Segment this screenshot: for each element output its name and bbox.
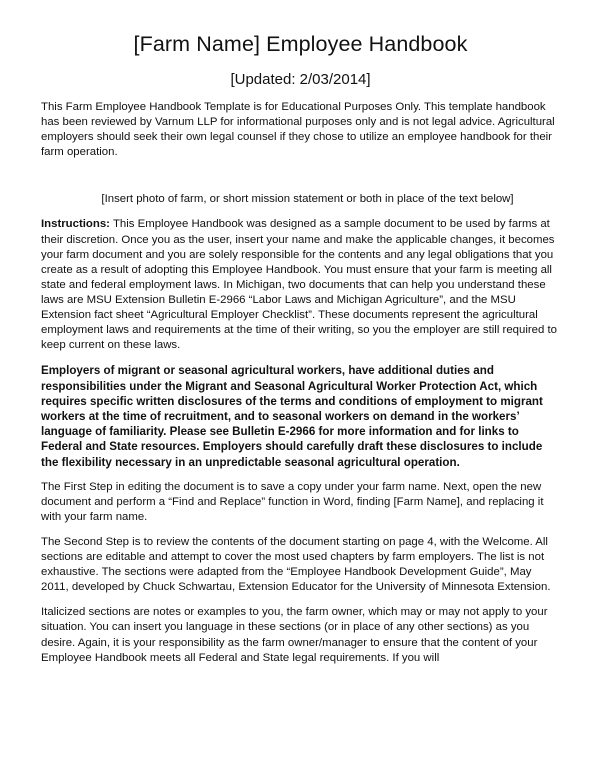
first-step-paragraph: The First Step in editing the document is to save a copy under your farm name. Next, open the new document and perform a “Find and Replace” function in Word, finding [Farm Name], and replacing it with your farm name.	[41, 480, 544, 523]
second-step-paragraph: The Second Step is to review the contents of the document starting on page 4, with the Welcome. All sections are editable and attempt to cover the most used chapters by farm employers. The list is not exhaustive. The sections were adapted from the “Employee Handbook Development Guide”, May 2011, developed by Chuck Schwartau, Extension Educator for the University of Minnesota Extension.	[41, 536, 551, 594]
italicized-sections-paragraph: Italicized sections are notes or examples to you, the farm owner, which may or may not apply to your situation. You can insert you language in these sections (or in place of any other sections) as you desire. Again, it is your responsibility as the farm owner/manager to ensure that the content of your Employee Handbook meets all Federal and State legal requirements. If you will	[41, 606, 548, 664]
instructions-paragraph	[41, 217, 560, 353]
instructions-lead: Instructions:	[41, 218, 110, 231]
updated-date: [Updated: 2/03/2014]	[230, 71, 371, 88]
instructions-body: This Employee Handbook was designed as a sample document to be used by farms at their discretion. Once you as the user, insert your name and make the applicable changes, it becomes your farm document and you are solely responsible for the contents and any legal obligations that you create as a result of adopting this Employee Handbook. You must ensure that your farm is meeting all state and federal employment laws. In Michigan, two documents that can help you understand these laws are MSU Extension Bulletin E-2966 “Labor Laws and Michigan Agriculture”, and the MSU Extension fact sheet “Agricultural Employer Checklist”. These documents represent the agricultural employment laws and requirements at the time of their writing, so you the employer are still required to keep current on these laws.	[41, 218, 557, 352]
disclaimer-paragraph: This Farm Employee Handbook Template is for Educational Purposes Only. This template handbook has been reviewed by Varnum LLP for informational purposes only and is not legal advice. Agricultural employers should seek their own legal counsel if they chose to utilize an employee handbook for their farm operation.	[41, 101, 555, 159]
document-title: [Farm Name] Employee Handbook	[133, 32, 468, 56]
migrant-workers-paragraph: Employers of migrant or seasonal agricultural workers, have additional duties and responsibilities under the Migrant and Seasonal Agricultural Worker Protection Act, which requires specific written disclosures of the terms and conditions of employment to migrant workers at the time of recruitment, and to seasonal workers on demand in the workers’ language of familiarity. Please see Bulletin E-2966 for more information and for links to Federal and State resources. Employers should carefully draft these disclosures to include the flexibility necessary in an unpredictable seasonal agricultural operation.	[41, 364, 543, 469]
photo-placeholder-note: [Insert photo of farm, or short mission statement or both in place of the text below]	[101, 193, 514, 206]
